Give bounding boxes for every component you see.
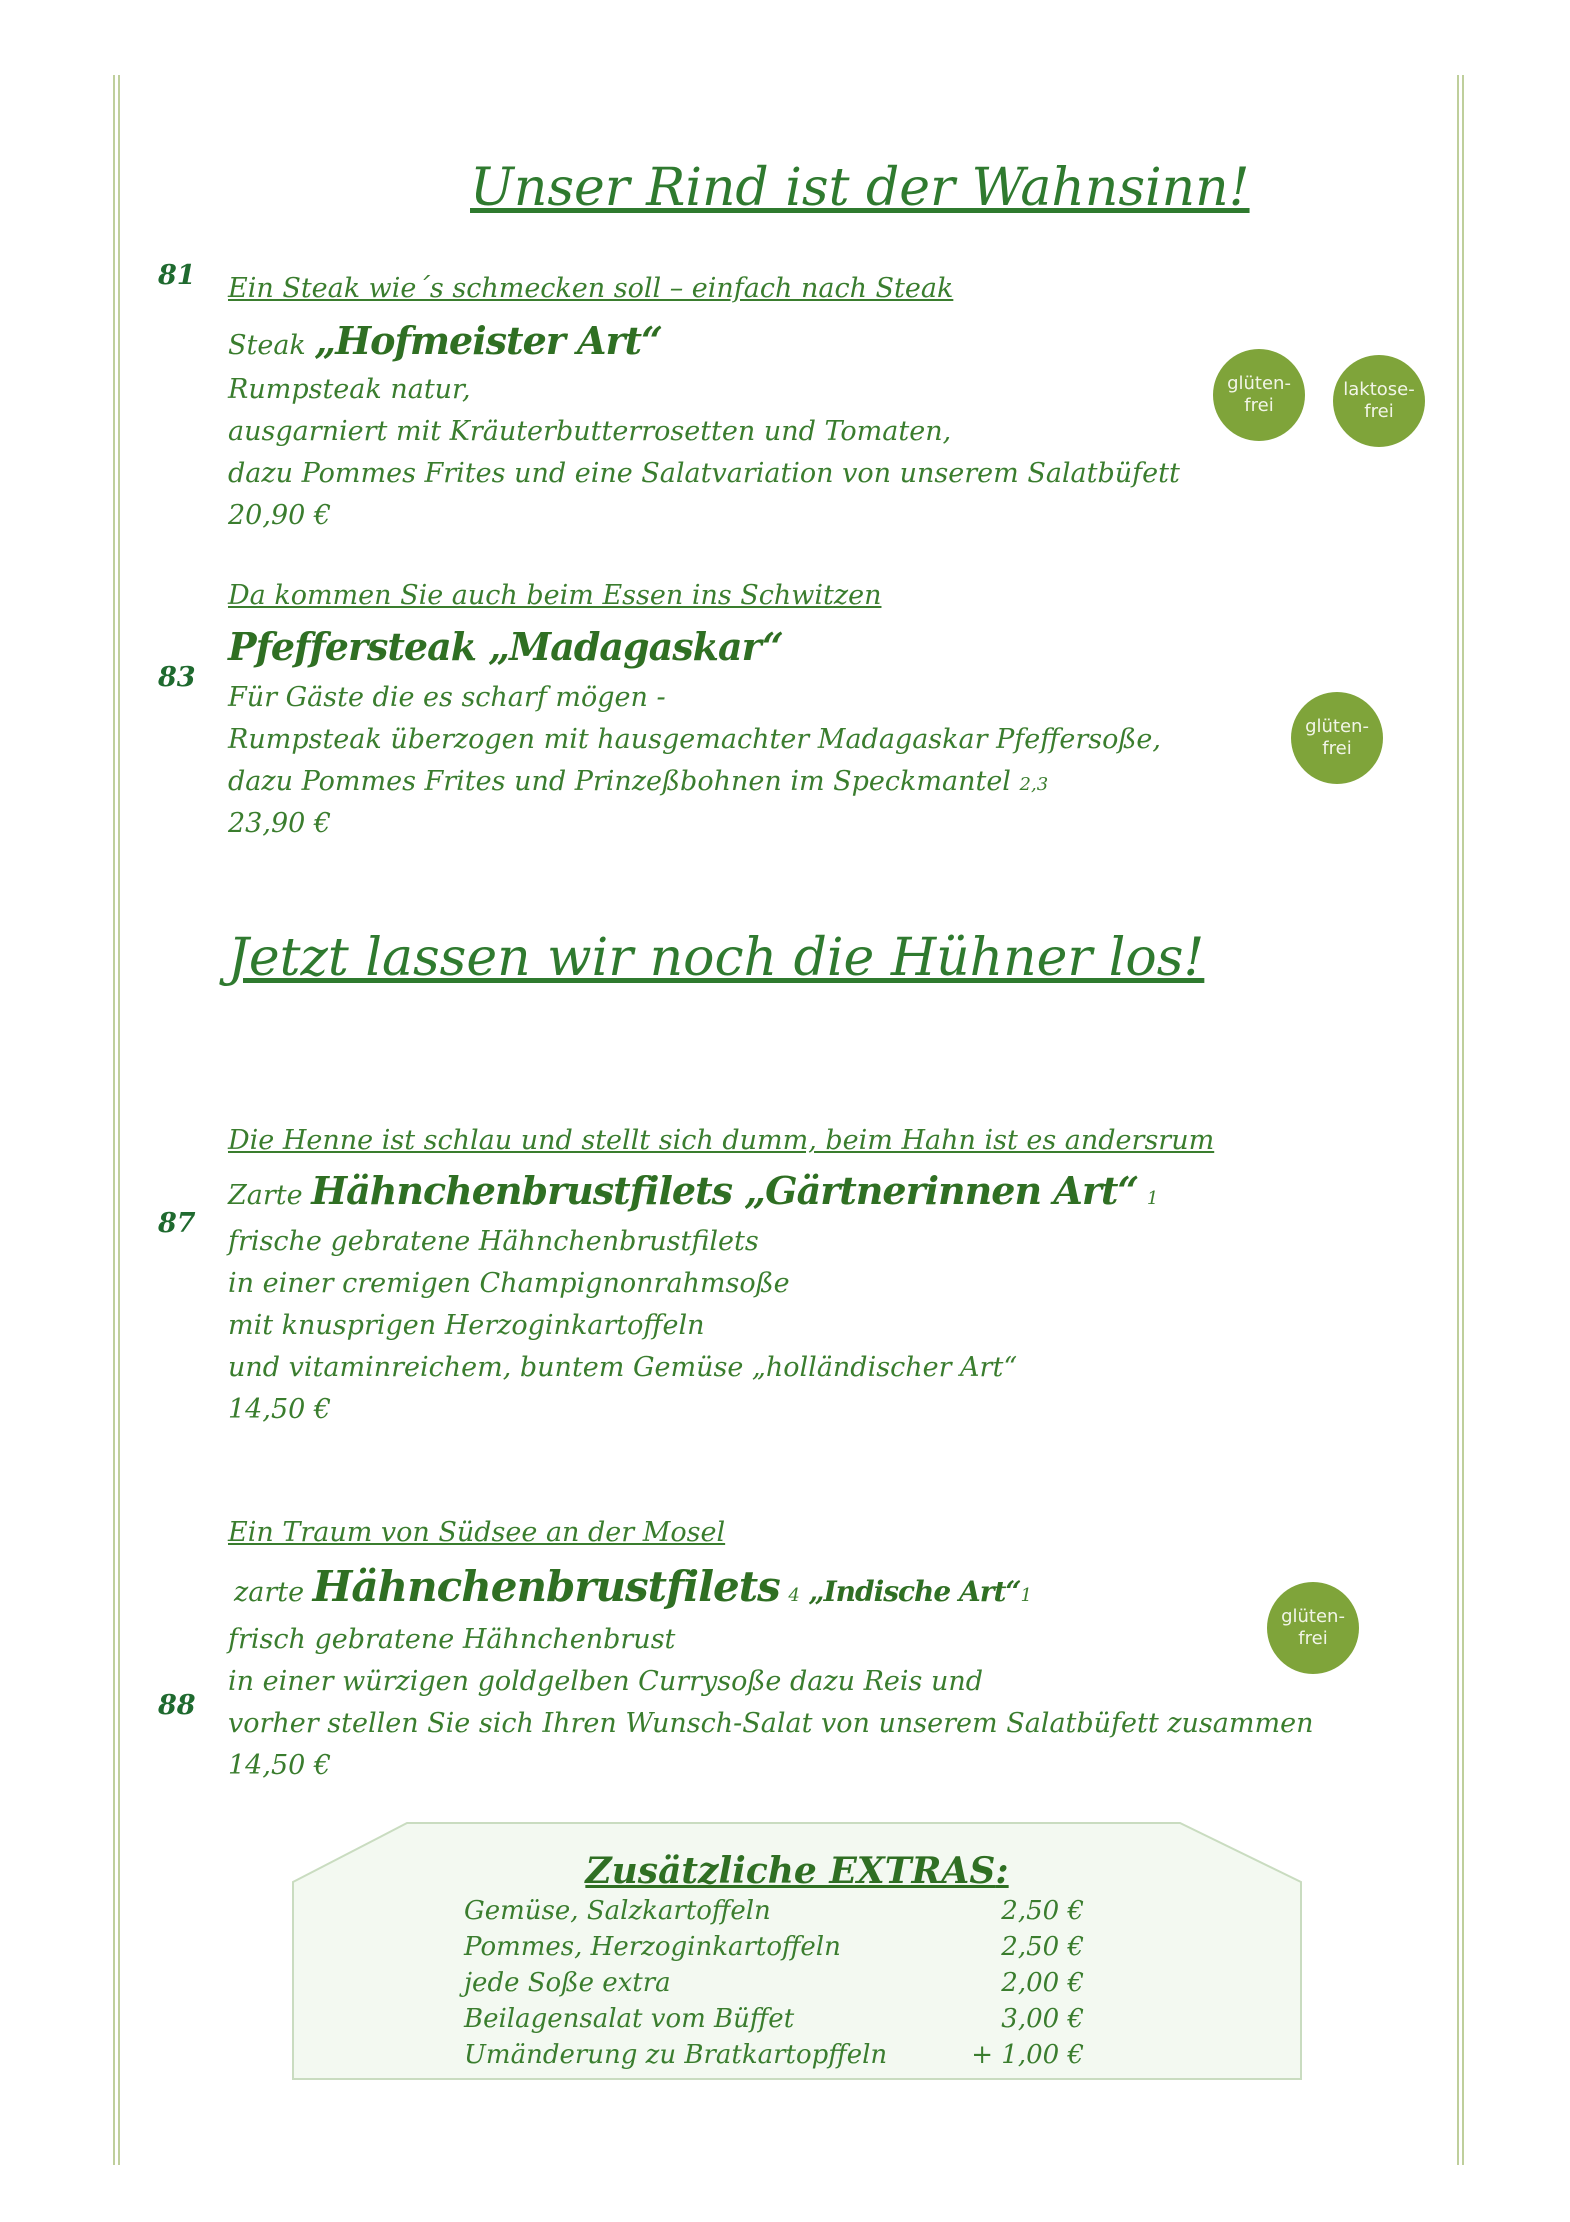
extras-price: 2,50 € [1001,1932,1084,1962]
desc-text: dazu Pommes Frites und Prinzeßbohnen im Speckmantel [228,766,1011,797]
item-desc-line: mit knusprigen Herzoginkartoffeln [228,1310,705,1341]
item-price: 14,50 € [228,1394,332,1425]
extras-label: Umänderung zu Bratkartopffeln [464,2040,888,2070]
badge-text: glüten- [1227,373,1291,394]
extras-price: + 1,00 € [971,2040,1084,2070]
right-border-rule [1457,75,1464,2165]
item-tagline: Ein Steak wie´s schmecken soll – einfach nach Steak [228,273,954,304]
dish-name: Pfeffersteak „Madagaskar“ [228,624,783,669]
extras-title-colon: : [995,1850,1009,1892]
lactose-free-badge [1333,355,1425,447]
item-number: 81 [158,260,196,291]
item-number: 88 [158,1690,196,1721]
extras-box [292,1822,1302,2080]
gluten-free-badge [1291,692,1383,784]
item-desc-line: Rumpsteak überzogen mit hausgemachter Madagaskar Pfeffersoße, [228,724,1161,755]
item-desc-line [228,766,1048,797]
item-desc-line: Für Gäste die es scharf mögen - [228,682,666,713]
item-desc-line: dazu Pommes Frites und eine Salatvariation von unserem Salatbüfett [228,458,1180,489]
extras-label: jede Soße extra [464,1968,671,1998]
gluten-free-badge [1267,1582,1359,1674]
extras-label: Gemüse, Salzkartoffeln [464,1896,771,1926]
dish-prefix: Zarte [228,1180,303,1211]
badge-text: frei [1322,738,1352,759]
footnote-marker: 1 [1020,1585,1032,1606]
badge-text: frei [1298,1628,1328,1649]
gluten-free-badge [1213,349,1305,441]
item-number: 87 [158,1208,196,1239]
dish-name: Hähnchenbrustfilets „Gärtnerinnen Art“ [311,1168,1139,1213]
footnote-marker: 2,3 [1019,774,1049,795]
left-border-rule [113,75,120,2165]
item-desc-line: vorher stellen Sie sich Ihren Wunsch-Salat von unserem Salatbüfett zusammen [228,1708,1314,1739]
badge-text: glüten- [1281,1606,1345,1627]
badge-text: glüten- [1305,716,1369,737]
dish-style: „Indische Art“ [808,1575,1021,1608]
dish-title [228,318,662,363]
footnote-marker: 4 [788,1585,800,1606]
dish-title [228,1168,1158,1213]
dish-prefix: Steak [228,330,306,361]
extras-title [292,1850,1302,1892]
item-desc-line: Rumpsteak natur, [228,374,471,405]
item-number: 83 [158,662,196,693]
dish-name: Hähnchenbrustfilets [312,1562,780,1611]
section-heading-chicken: Jetzt lassen wir noch die Hühner los! [228,928,1205,988]
item-tagline: Ein Traum von Südsee an der Mosel [228,1517,726,1548]
item-price: 20,90 € [228,500,332,531]
item-desc-line: in einer würzigen goldgelben Currysoße dazu Reis und [228,1666,984,1697]
dish-prefix: zarte [234,1577,305,1608]
item-tagline: Die Henne ist schlau und stellt sich dumm, beim Hahn ist es andersrum [228,1125,1215,1156]
item-tagline: Da kommen Sie auch beim Essen ins Schwitzen [228,580,882,611]
extras-price: 3,00 € [1001,2004,1084,2034]
section-heading-beef: Unser Rind ist der Wahnsinn! [470,158,1250,218]
item-price: 23,90 € [228,808,332,839]
item-desc-line: frische gebratene Hähnchenbrustfilets [228,1226,759,1257]
footnote-marker: 1 [1146,1188,1159,1209]
badge-text: laktose- [1343,379,1415,400]
dish-title [234,1562,1032,1611]
badge-text: frei [1244,395,1274,416]
item-price: 14,50 € [228,1750,332,1781]
extras-label: Beilagensalat vom Büffet [464,2004,795,2034]
badge-text: frei [1364,401,1394,422]
dish-title [228,624,783,669]
extras-price: 2,00 € [1001,1968,1084,1998]
dish-name: „Hofmeister Art“ [314,318,662,363]
extras-title-text: Zusätzliche EXTRAS [585,1850,996,1892]
item-desc-line: frisch gebratene Hähnchenbrust [228,1624,676,1655]
item-desc-line: und vitaminreichem, buntem Gemüse „holländischer Art“ [228,1352,1018,1383]
item-desc-line: in einer cremigen Champignonrahmsoße [228,1268,790,1299]
extras-price: 2,50 € [1001,1896,1084,1926]
extras-label: Pommes, Herzoginkartoffeln [464,1932,841,1962]
item-desc-line: ausgarniert mit Kräuterbutterrosetten und Tomaten, [228,416,952,447]
